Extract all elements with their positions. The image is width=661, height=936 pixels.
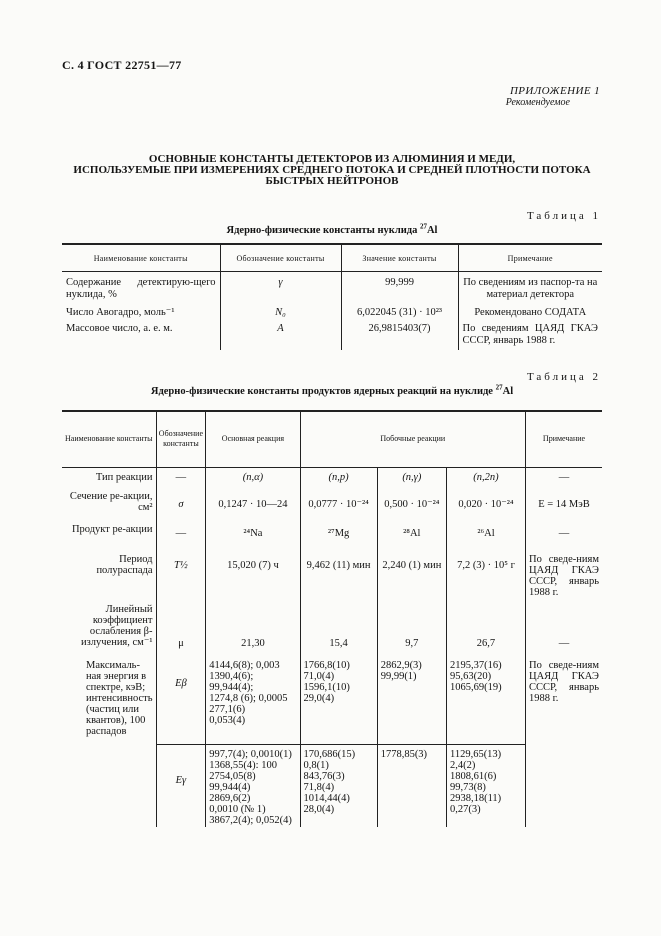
cell-side-1: 15,4	[300, 600, 377, 654]
cell-side-2: 1778,85(3)	[377, 744, 446, 827]
cell-side-2: 0,500 · 10⁻²⁴	[377, 487, 446, 520]
cell-side-3: ²⁶Al	[446, 520, 525, 550]
cell-symbol: —	[156, 520, 206, 550]
cell-note	[526, 744, 602, 827]
cell-symbol: N₀	[220, 306, 341, 322]
cell-symbol: μ	[156, 600, 206, 654]
cell-side-3: 26,7	[446, 600, 525, 654]
cell-symbol: —	[156, 467, 206, 487]
table-row	[62, 654, 602, 744]
cell-note: Рекомендовано СОДАТА	[458, 306, 602, 322]
cell-side-1: 1766,8(10) 71,0(4) 1596,1(10) 29,0(4)	[300, 654, 377, 744]
table1-header-value: Значение константы	[341, 244, 458, 272]
cell-name: Тип реакции	[95, 471, 153, 483]
cell-note: —	[526, 520, 602, 550]
cell-side-1: ²⁷Mg	[300, 520, 377, 550]
cell-side-1: 9,462 (11) мин	[300, 550, 377, 600]
table2-header-note: Примечание	[526, 411, 602, 467]
table2-nuclide-symbol: Al	[502, 386, 514, 397]
table1-subtitle-text: Ядерно-физические константы нуклида	[226, 225, 418, 236]
cell-note: По сведениям ЦАЯД ГКАЭ СССР, январь 1988 г.	[458, 322, 602, 350]
cell-side-3: (n,2n)	[446, 467, 525, 487]
cell-note: По сведениям из паспор-та на материал детектора	[458, 272, 602, 306]
page-header: С. 4 ГОСТ 22751—77	[62, 58, 182, 72]
cell-name: Содержание детектирую-щего нуклида, %	[66, 277, 216, 300]
table-row	[62, 600, 602, 654]
cell-value: 26,9815403(7)	[341, 322, 458, 350]
cell-side-2: 2862,9(3) 99,99(1)	[377, 654, 446, 744]
appendix-status: Рекомендуемое	[505, 97, 570, 108]
document-title	[62, 154, 602, 187]
title-line-1: ОСНОВНЫЕ КОНСТАНТЫ ДЕТЕКТОРОВ ИЗ АЛЮМИНИЯ И МЕДИ,	[148, 153, 516, 165]
cell-side-3: 0,020 · 10⁻²⁴	[446, 487, 525, 520]
cell-symbol: T½	[156, 550, 206, 600]
table2-header-row	[62, 411, 602, 467]
cell-main: 997,7(4); 0,0010(1) 1368,55(4): 100 2754,05(8) 99,944(4) 2869,6(2) 0,0010 (№ 1) 3867,2(4); 0,052(4)	[206, 744, 300, 827]
table2-subtitle-text: Ядерно-физические константы продуктов ядерных реакций на нуклиде	[150, 386, 493, 397]
cell-name: Продукт ре-акции	[71, 524, 153, 535]
table-row	[62, 272, 602, 306]
cell-main: 21,30	[206, 600, 300, 654]
title-line-3: БЫСТРЫХ НЕЙТРОНОВ	[265, 175, 399, 187]
table-row	[62, 306, 602, 322]
table1-header-row	[62, 244, 602, 272]
cell-side-1: 0,0777 · 10⁻²⁴	[300, 487, 377, 520]
table-row	[62, 744, 602, 827]
cell-side-2: 9,7	[377, 600, 446, 654]
cell-symbol: Eβ	[156, 654, 206, 744]
cell-main: ²⁴Na	[206, 520, 300, 550]
table2-header-name: Наименование константы	[62, 411, 156, 467]
cell-main: (n,α)	[206, 467, 300, 487]
cell-name: Сечение ре-акции, см²	[69, 491, 153, 513]
cell-symbol: Eγ	[156, 744, 206, 827]
cell-name	[62, 744, 156, 827]
cell-side-3: 2195,37(16) 95,63(20) 1065,69(19)	[446, 654, 525, 744]
table1-caption: Таблица 1	[526, 210, 601, 222]
table2-header-symbol: Обозначение константы	[156, 411, 206, 467]
table-row	[62, 520, 602, 550]
cell-side-1: (n,p)	[300, 467, 377, 487]
cell-note: —	[526, 467, 602, 487]
table1-header-symbol: Обозначение константы	[220, 244, 341, 272]
cell-note: E = 14 МэВ	[526, 487, 602, 520]
cell-main: 15,020 (7) ч	[206, 550, 300, 600]
table-row	[62, 467, 602, 487]
table2-caption: Таблица 2	[526, 371, 601, 383]
cell-symbol: A	[220, 322, 341, 350]
cell-note: По сведе-ниям ЦАЯД ГКАЭ СССР, январь 1988 г.	[526, 550, 602, 600]
table1	[62, 243, 602, 350]
cell-note: —	[526, 600, 602, 654]
title-line-2: ИСПОЛЬЗУЕМЫЕ ПРИ ИЗМЕРЕНИЯХ СРЕДНЕГО ПОТОКА И СРЕДНЕЙ ПЛОТНОСТИ ПОТОКА	[73, 164, 591, 176]
table2-subtitle	[62, 383, 602, 397]
table-row	[62, 322, 602, 350]
appendix-label: ПРИЛОЖЕНИЕ 1	[509, 85, 600, 97]
table1-header-note: Примечание	[458, 244, 602, 272]
cell-symbol: γ	[220, 272, 341, 306]
cell-name: Линейный коэффициент ослабления β-излучения, см⁻¹	[81, 604, 153, 648]
table-row	[62, 487, 602, 520]
cell-value: 6,022045 (31) · 10²³	[341, 306, 458, 322]
cell-side-3: 7,2 (3) · 10⁵ г	[446, 550, 525, 600]
table2-nuclide-mass: 27	[495, 383, 503, 392]
cell-main: 4144,6(8); 0,003 1390,4(6); 99,944(4); 1274,8 (6); 0,0005 277,1(6) 0,053(4)	[206, 654, 300, 744]
table-row	[62, 550, 602, 600]
table2	[62, 410, 602, 827]
cell-side-2: 2,240 (1) мин	[377, 550, 446, 600]
table2-header-side: Побочные реакции	[300, 411, 525, 467]
cell-value: 99,999	[341, 272, 458, 306]
cell-side-3: 1129,65(13) 2,4(2) 1808,61(6) 99,73(8) 2938,18(11) 0,27(3)	[446, 744, 525, 827]
table1-header-name: Наименование константы	[62, 244, 220, 272]
cell-side-1: 170,686(15) 0,8(1) 843,76(3) 71,8(4) 1014,44(4) 28,0(4)	[300, 744, 377, 827]
cell-side-2: ²⁸Al	[377, 520, 446, 550]
cell-side-2: (n,γ)	[377, 467, 446, 487]
cell-name: Массовое число, а. е. м.	[66, 322, 173, 334]
cell-symbol: σ	[156, 487, 206, 520]
cell-name: Число Авогадро, моль⁻¹	[66, 306, 175, 318]
table1-subtitle	[62, 222, 602, 236]
table2-header-main: Основная реакция	[206, 411, 300, 467]
table1-nuclide-symbol: Al	[426, 225, 438, 236]
cell-name: Период полураспада	[96, 554, 153, 576]
cell-name: Максималь-ная энергия в спектре, кэВ; интенсивность (частиц или квантов), 100 распадов	[86, 660, 153, 737]
cell-note: По сведе-ниям ЦАЯД ГКАЭ СССР, январь 1988 г.	[526, 654, 602, 744]
cell-main: 0,1247 · 10—24	[206, 487, 300, 520]
table1-nuclide-mass: 27	[419, 222, 427, 231]
